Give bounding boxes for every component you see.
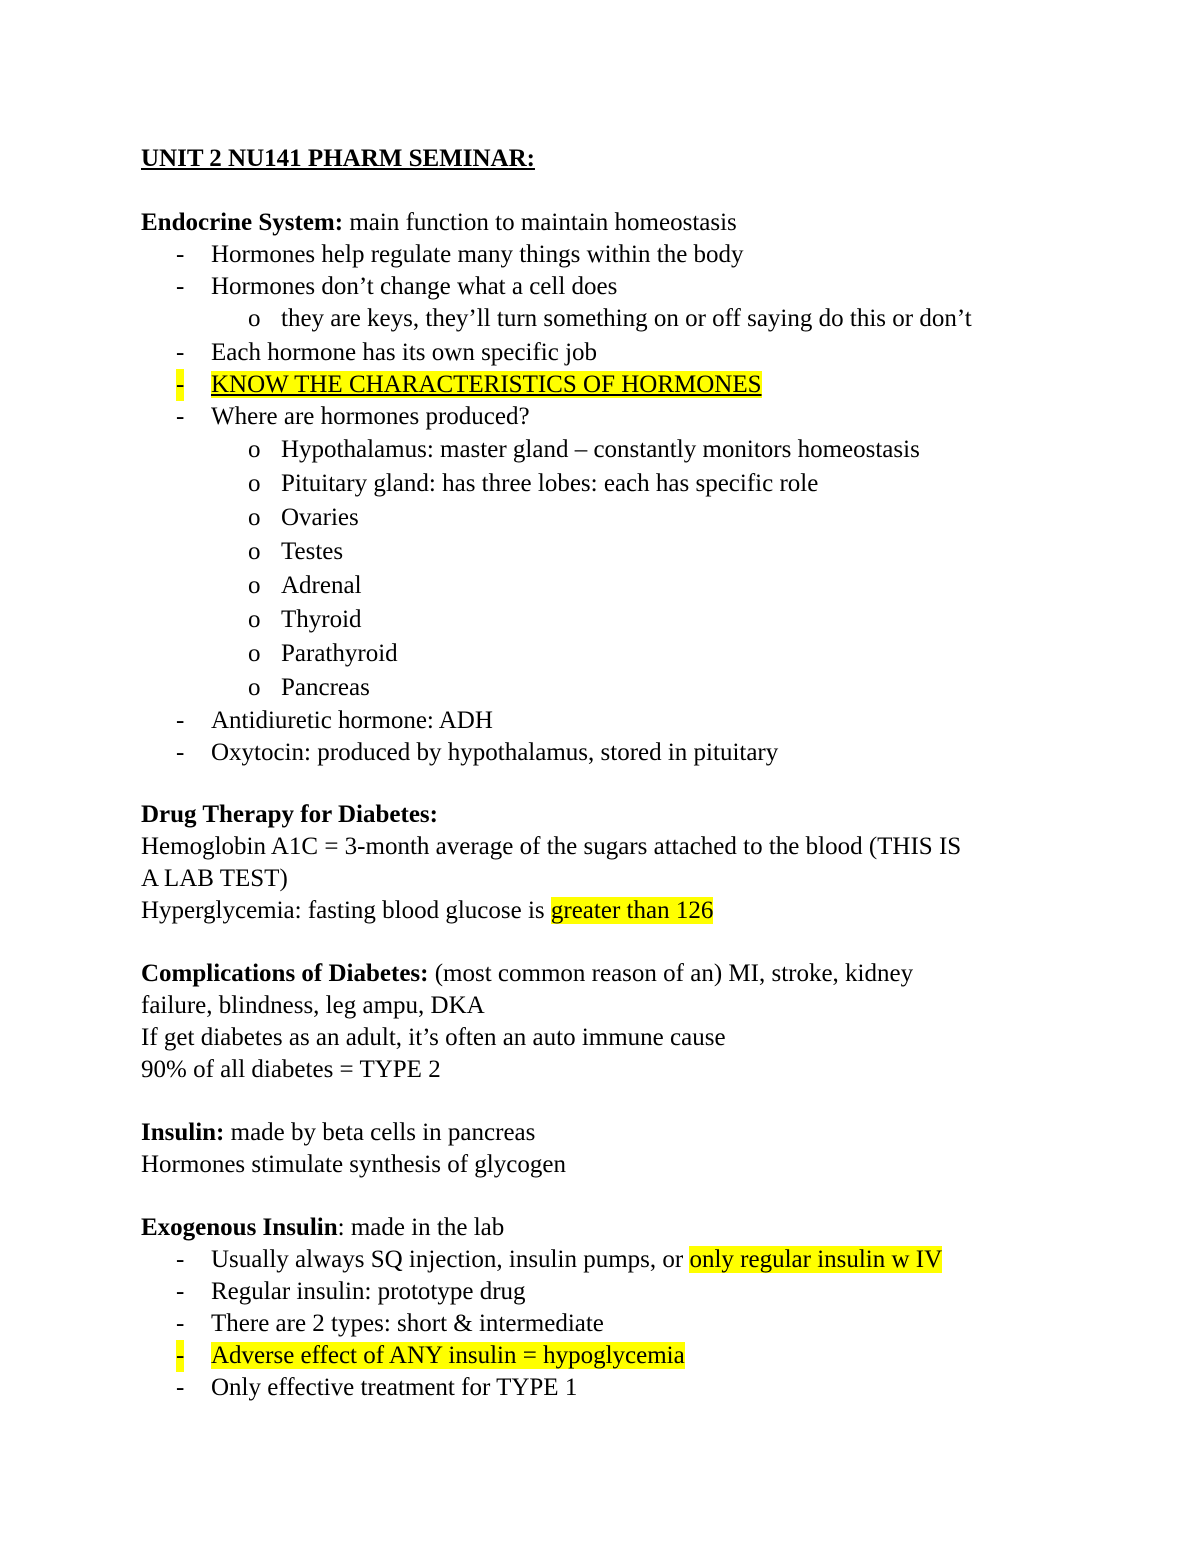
gland-item: o Testes	[141, 535, 1061, 569]
insulin-heading: Insulin:	[141, 1119, 225, 1146]
dash-bullet: -	[176, 1340, 184, 1372]
dash-bullet: -	[176, 1310, 185, 1337]
complications-line: failure, blindness, leg ampu, DKA	[141, 992, 485, 1019]
sub-list-item: o they are keys, they’ll turn something on or off saying do this or don’t	[141, 303, 1061, 335]
endocrine-intro: Endocrine System: main function to maintain homeostasis	[141, 209, 737, 236]
gland-item: o Hypothalamus: master gland – constantly monitors homeostasis	[141, 433, 1061, 467]
highlighted-list-item	[141, 369, 1061, 401]
circle-bullet: o	[248, 572, 261, 599]
gland-item: o Ovaries	[141, 501, 1061, 535]
circle-bullet: o	[248, 538, 261, 565]
list-item: - Usually always SQ injection, insulin pumps, or only regular insulin w IV	[141, 1244, 1061, 1276]
exogenous-line: Exogenous Insulin: made in the lab	[141, 1214, 505, 1241]
gland-item: o Parathyroid	[141, 637, 1061, 671]
list-item: - Antidiuretic hormone: ADH	[141, 705, 1061, 737]
circle-bullet: o	[248, 470, 261, 497]
circle-bullet: o	[248, 640, 261, 667]
a1c-line: Hemoglobin A1C = 3-month average of the sugars attached to the blood (THIS IS	[141, 833, 962, 860]
dash-bullet: -	[176, 241, 185, 268]
insulin-line: Hormones stimulate synthesis of glycogen	[141, 1151, 566, 1178]
circle-bullet: o	[248, 606, 261, 633]
dash-bullet: -	[176, 707, 185, 734]
highlighted-list-item	[141, 1340, 1061, 1372]
dash-bullet: -	[176, 1374, 185, 1401]
complications-heading: Complications of Diabetes:	[141, 960, 429, 987]
insulin-line: Insulin: made by beta cells in pancreas	[141, 1119, 536, 1146]
gland-item: o Pituitary gland: has three lobes: each has specific role	[141, 467, 1061, 501]
highlighted-text: Adverse effect of ANY insulin = hypoglycemia	[211, 1342, 685, 1369]
dash-bullet: -	[176, 339, 185, 366]
highlighted-text: only regular insulin w IV	[689, 1246, 943, 1273]
list-item: - Hormones help regulate many things within the body	[141, 239, 1061, 271]
a1c-line-continued: A LAB TEST)	[141, 865, 288, 892]
list-item: - Only effective treatment for TYPE 1	[141, 1372, 1061, 1404]
dash-bullet: -	[176, 1246, 185, 1273]
dash-bullet: -	[176, 403, 185, 430]
list-item: - Where are hormones produced?	[141, 401, 1061, 433]
know-characteristics-text: KNOW THE CHARACTERISTICS OF HORMONES	[211, 371, 762, 398]
circle-bullet: o	[248, 305, 261, 332]
document-body	[141, 143, 1061, 1404]
gland-item: o Thyroid	[141, 603, 1061, 637]
dash-bullet: -	[176, 739, 185, 766]
list-item: - Hormones don’t change what a cell does	[141, 271, 1061, 303]
document-title: UNIT 2 NU141 PHARM SEMINAR:	[141, 145, 535, 172]
gland-item: o Adrenal	[141, 569, 1061, 603]
endocrine-heading: Endocrine System:	[141, 209, 344, 236]
list-item: - Oxytocin: produced by hypothalamus, stored in pituitary	[141, 737, 1061, 769]
circle-bullet: o	[248, 436, 261, 463]
complications-line: Complications of Diabetes: (most common reason of an) MI, stroke, kidney	[141, 960, 914, 987]
list-item: - There are 2 types: short & intermediate	[141, 1308, 1061, 1340]
dash-bullet: -	[176, 273, 185, 300]
list-item: - Regular insulin: prototype drug	[141, 1276, 1061, 1308]
dash-bullet: -	[176, 369, 184, 401]
hyperglycemia-line: Hyperglycemia: fasting blood glucose is greater than 126	[141, 897, 714, 924]
circle-bullet: o	[248, 504, 261, 531]
list-item: - Each hormone has its own specific job	[141, 337, 1061, 369]
gland-item: o Pancreas	[141, 671, 1061, 705]
complications-line: If get diabetes as an adult, it’s often an auto immune cause	[141, 1024, 726, 1051]
exogenous-heading: Exogenous Insulin	[141, 1214, 338, 1241]
highlighted-text: greater than 126	[550, 897, 714, 924]
complications-line: 90% of all diabetes = TYPE 2	[141, 1056, 441, 1083]
dash-bullet: -	[176, 1278, 185, 1305]
circle-bullet: o	[248, 674, 261, 701]
drug-therapy-heading: Drug Therapy for Diabetes:	[141, 801, 438, 828]
